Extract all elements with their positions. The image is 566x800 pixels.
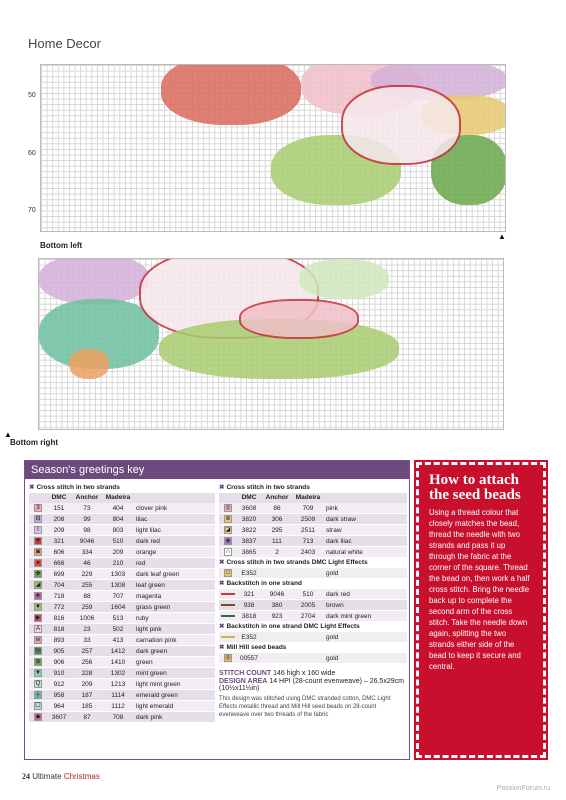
thread-name: light emerald [136, 703, 174, 710]
key-subheading: ✖ Cross stitch in two strands [29, 484, 120, 491]
dmc-number: 3608 [241, 505, 257, 512]
anchor-number: 88 [83, 593, 91, 600]
madeira-number: 413 [112, 637, 124, 644]
materials-note: This design was stitched using DMC stranded cotton, DMC Light Effects metallic thread and Mill Hill seed beads on 28-count evenweave over two threads of the fabric [219, 696, 391, 718]
dmc-number: 818 [53, 626, 65, 633]
key-right-column [219, 483, 407, 719]
caption-bottom-left: Bottom left [40, 241, 83, 250]
madeira-number: 709 [302, 505, 314, 512]
madeira-number: 209 [112, 549, 124, 556]
madeira-number: 804 [112, 516, 124, 523]
key-row [29, 503, 215, 514]
madeira-number: 210 [112, 560, 124, 567]
madeira-number: 707 [112, 593, 124, 600]
thread-name: orange [136, 549, 157, 556]
flower-petal [239, 299, 359, 339]
dmc-number: 964 [53, 703, 65, 710]
key-row [29, 569, 215, 580]
madeira-number: 510 [302, 591, 314, 598]
thread-name: light mint green [136, 681, 181, 688]
stitch-symbol-icon: ▶ [35, 614, 41, 621]
key-row [219, 514, 407, 525]
dmc-number: 321 [53, 538, 65, 545]
madeira-number: 513 [112, 615, 124, 622]
stitch-symbol-icon: ♥ [29, 536, 47, 546]
thread-name: magenta [136, 593, 162, 600]
key-row [219, 547, 407, 558]
stitch-symbol-icon: ◈ [225, 537, 231, 544]
stitch-symbol-icon: A [35, 625, 40, 632]
dmc-number: 906 [53, 659, 65, 666]
page-number: 24 [22, 772, 30, 781]
triangle-marker: ▲ [4, 430, 12, 439]
thread-name: straw [326, 527, 342, 534]
key-row [29, 635, 215, 646]
key-row [29, 547, 215, 558]
backstitch-line-icon [219, 589, 237, 599]
thread-name: dark red [136, 538, 160, 545]
thread-name: red [136, 560, 146, 567]
spacer [261, 653, 323, 663]
stitch-symbol-icon: ⊕ [225, 515, 231, 522]
row-label: 50 [28, 92, 36, 99]
dmc-number: 666 [53, 560, 65, 567]
key-subheading: ✖ Backstitch in one strand [219, 580, 302, 587]
bead-area [69, 349, 109, 379]
key-subheading: ✖ Backstitch in one strand DMC Light Effects [219, 623, 360, 630]
chart-bottom-left [40, 64, 506, 232]
key-subheading: ✖ Cross stitch in two strands [219, 484, 310, 491]
anchor-number: 86 [273, 505, 281, 512]
thread-name: dark red [326, 591, 350, 598]
thread-name: gold [326, 655, 339, 662]
madeira-number: 1604 [110, 604, 126, 611]
madeira-number: 708 [112, 714, 124, 721]
dmc-number: 3607 [51, 714, 67, 721]
key-title: Season's greetings key [25, 461, 409, 479]
madeira-number: 2005 [300, 602, 316, 609]
stitch-symbol-icon: □ [219, 568, 237, 578]
stitch-symbol-icon: ☐ [35, 702, 41, 709]
dmc-number: 3818 [241, 613, 257, 620]
key-row [29, 679, 215, 690]
stitch-symbol-icon: ◢ [35, 581, 41, 588]
anchor-number: 73 [83, 505, 91, 512]
row-label: 70 [28, 207, 36, 214]
anchor-number: 1006 [79, 615, 95, 622]
thread-name: mint green [136, 670, 167, 677]
stitch-symbol-icon: ◎ [225, 504, 231, 511]
thread-name: clover pink [136, 505, 168, 512]
key-row [29, 613, 215, 624]
key-row [219, 568, 407, 579]
dmc-number: 772 [53, 604, 65, 611]
tip-title: How to attach the seed beads [429, 472, 521, 503]
thread-name: dark pink [136, 714, 163, 721]
tip-body: Using a thread colour that closely matches the bead, thread the needle with two strands and pass it up through the fabric at the corner of the square. Thread the bead on, then work a half cross stitch. Bring the needle back up to complete the second arm of the cross stitch. Take the needle down again, splitting the two strands either side of the bead to keep it secure and central. [429, 508, 530, 671]
anchor-number: 33 [83, 637, 91, 644]
section-title: Home Decor [28, 36, 101, 51]
anchor-number: 259 [81, 604, 93, 611]
key-row [29, 591, 215, 602]
key-row [219, 536, 407, 547]
bead-tip-box [416, 462, 546, 758]
thread-name: dark green [136, 648, 168, 655]
stitch-symbol-icon: 3 [29, 503, 47, 513]
key-row [219, 632, 407, 643]
dmc-number: 910 [53, 670, 65, 677]
key-subheading: ✖ Cross stitch in two strands DMC Light Effects [219, 559, 368, 566]
spacer [261, 632, 323, 642]
thread-name: dark mint green [326, 613, 372, 620]
anchor-number: 111 [272, 538, 282, 545]
anchor-number: 187 [81, 692, 93, 699]
anchor-number: 334 [81, 549, 93, 556]
thread-name: light lilac [136, 527, 161, 534]
thread-name: brown [326, 602, 344, 609]
dmc-number: 816 [53, 615, 65, 622]
dmc-number: 606 [53, 549, 65, 556]
thread-name: leaf green [136, 582, 165, 589]
key-row [29, 690, 215, 701]
backstitch-line-icon [219, 611, 237, 621]
dmc-number: 3865 [241, 549, 257, 556]
key-row [219, 653, 407, 664]
dmc-number: 321 [243, 591, 255, 598]
anchor-number: 209 [81, 681, 93, 688]
dmc-number: 893 [53, 637, 65, 644]
key-row [219, 611, 407, 622]
dmc-number: 912 [53, 681, 65, 688]
key-row [29, 712, 215, 723]
flower-petal [341, 85, 461, 165]
dmc-number: 00557 [239, 655, 259, 662]
madeira-number: 404 [112, 505, 124, 512]
thread-name: dark leaf green [136, 571, 180, 578]
thread-name: dark lilac [326, 538, 352, 545]
anchor-number: 9046 [269, 591, 285, 598]
madeira-number: 1114 [111, 692, 125, 699]
row-label: 60 [28, 150, 36, 157]
key-row [29, 514, 215, 525]
thread-name: pink [326, 505, 338, 512]
anchor-number: 256 [81, 659, 93, 666]
stitch-symbol-icon: ◎ [225, 654, 231, 661]
dmc-number: 718 [53, 593, 65, 600]
key-row [29, 657, 215, 668]
key-row [29, 580, 215, 591]
dmc-number: 3820 [241, 516, 257, 523]
anchor-number: 229 [81, 571, 93, 578]
key-row [219, 503, 407, 514]
dmc-number: E352 [241, 634, 257, 641]
madeira-number: 1302 [110, 670, 126, 677]
stitch-symbol-icon: I [29, 525, 47, 535]
madeira-number: 1410 [110, 659, 126, 666]
dmc-number: 958 [53, 692, 65, 699]
key-header-row: DMC Anchor Madeira [29, 493, 215, 503]
key-row [29, 646, 215, 657]
watermark: PassionForum.ru [496, 785, 550, 792]
key-row [29, 668, 215, 679]
stitch-symbol-icon: ◆ [35, 713, 41, 720]
thread-name: grass green [136, 604, 171, 611]
thread-name: dark straw [326, 516, 356, 523]
stitch-symbol-icon: ★ [35, 592, 41, 599]
stitch-symbol-icon: ▼ [35, 669, 41, 676]
leaf [299, 259, 389, 299]
madeira-number: 1303 [110, 571, 126, 578]
anchor-number: 257 [81, 648, 93, 655]
stitch-symbol-icon: ∩ [225, 548, 231, 555]
madeira-number: 1112 [111, 703, 125, 710]
stitch-symbol-icon: ✤ [35, 570, 41, 577]
anchor-number: 306 [271, 516, 283, 523]
key-row [219, 600, 407, 611]
stitch-symbol-icon: ¼ [35, 647, 41, 654]
anchor-number: 923 [271, 613, 283, 620]
dmc-number: 151 [53, 505, 65, 512]
dmc-number: 938 [243, 602, 255, 609]
caption-bottom-right: Bottom right [10, 438, 58, 447]
key-row [219, 589, 407, 600]
stitch-key [24, 460, 410, 760]
anchor-number: 23 [83, 626, 91, 633]
madeira-number: 2403 [300, 549, 316, 556]
anchor-number: 228 [81, 670, 93, 677]
key-row [29, 525, 215, 536]
anchor-number: 98 [83, 527, 91, 534]
thread-name: gold [326, 570, 339, 577]
design-area: DESIGN AREA 14 HPI (28-count evenweave) – 26.5x29cm (10½x11½in) [219, 678, 404, 692]
madeira-number: 1412 [110, 648, 126, 655]
madeira-number: 2509 [300, 516, 316, 523]
dmc-number: 3822 [241, 527, 257, 534]
key-row [29, 558, 215, 569]
anchor-number: 380 [271, 602, 283, 609]
key-left-column [29, 483, 215, 723]
anchor-number: 185 [81, 703, 93, 710]
madeira-number: 1308 [110, 582, 126, 589]
madeira-number: 2511 [301, 527, 315, 534]
thread-name: emerald green [136, 692, 178, 699]
stitch-symbol-icon: ┼ [35, 691, 41, 698]
stitch-symbol-icon: ◪ [225, 526, 231, 533]
thread-name: gold [326, 634, 339, 641]
dmc-number: E352 [241, 570, 257, 577]
key-row [219, 525, 407, 536]
triangle-marker: ▲ [498, 232, 506, 241]
stitch-symbol-icon: w [35, 636, 41, 643]
thread-name: lilac [136, 516, 148, 523]
key-subheading: ✖ Mill Hill seed beads [219, 644, 287, 651]
flower-petal [161, 64, 301, 125]
dmc-number: 905 [53, 648, 65, 655]
key-row [29, 701, 215, 712]
page-footer [22, 772, 100, 781]
magazine-name-accent: Christmas [63, 772, 100, 781]
stitch-symbol-icon: Q [35, 680, 41, 687]
key-row [29, 536, 215, 547]
backstitch-line-icon [219, 632, 237, 642]
stitch-symbol-icon: ● [29, 558, 47, 568]
madeira-number: 502 [112, 626, 124, 633]
stitch-count: STITCH COUNT 146 high x 160 wide [219, 670, 336, 677]
key-header-row: DMC Anchor Madeira [219, 493, 407, 503]
spacer [261, 568, 323, 578]
dmc-number: 209 [53, 527, 65, 534]
anchor-number: 99 [83, 516, 91, 523]
stitch-symbol-icon: ▼ [35, 603, 41, 610]
stitch-symbol-icon: ◙ [29, 547, 47, 557]
stitch-symbol-icon: ⊛ [35, 658, 41, 665]
anchor-number: 46 [83, 560, 91, 567]
key-row [29, 602, 215, 613]
stripe-band [39, 258, 149, 304]
key-row [29, 624, 215, 635]
magazine-name: Ultimate [32, 772, 62, 781]
madeira-number: 713 [302, 538, 314, 545]
anchor-number: 255 [81, 582, 93, 589]
anchor-number: 2 [275, 549, 279, 556]
dmc-number: 208 [53, 516, 65, 523]
anchor-number: 9046 [79, 538, 95, 545]
anchor-number: 295 [271, 527, 283, 534]
thread-name: ruby [136, 615, 149, 622]
madeira-number: 803 [112, 527, 124, 534]
thread-name: natural white [326, 549, 363, 556]
chart-bottom-right [38, 258, 504, 430]
thread-name: green [136, 659, 153, 666]
madeira-number: 1213 [110, 681, 126, 688]
backstitch-line-icon [219, 600, 237, 610]
dmc-number: 704 [53, 582, 65, 589]
dmc-number: 699 [53, 571, 65, 578]
stitch-symbol-icon: ⊟ [35, 515, 41, 522]
anchor-number: 87 [83, 714, 91, 721]
thread-name: carnation pink [136, 637, 177, 644]
dmc-number: 3837 [241, 538, 257, 545]
thread-name: light pink [136, 626, 162, 633]
madeira-number: 2704 [300, 613, 316, 620]
madeira-number: 510 [112, 538, 124, 545]
